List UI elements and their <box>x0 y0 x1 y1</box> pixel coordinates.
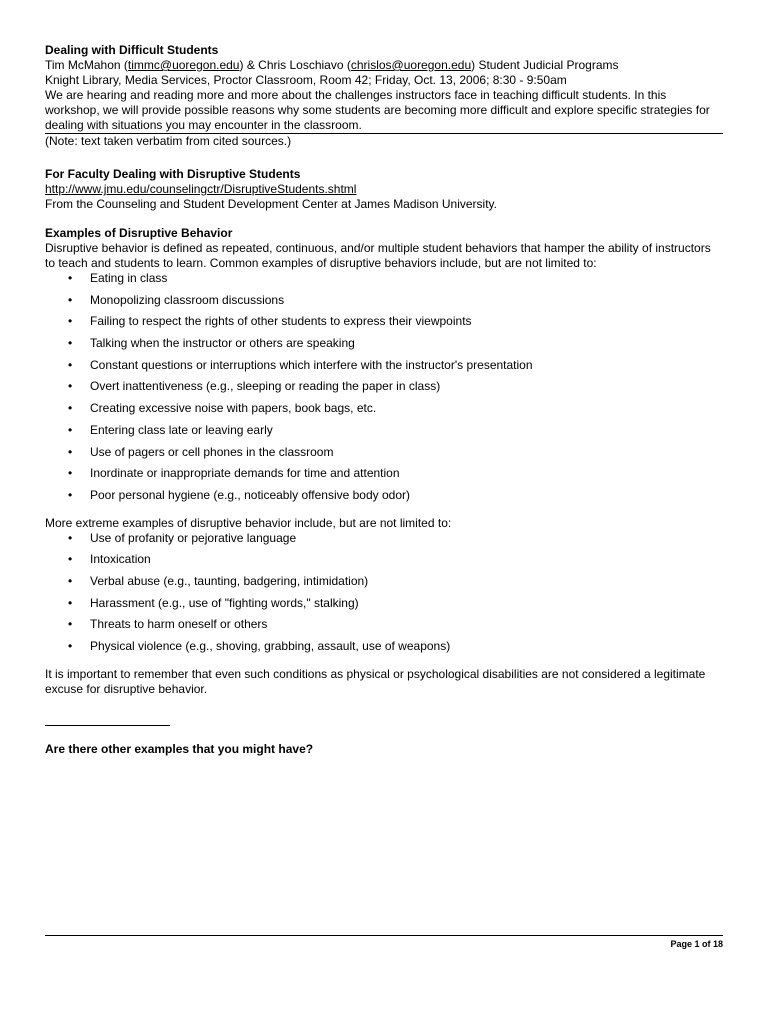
authors-line <box>45 58 723 73</box>
bullet-icon: • <box>68 573 73 588</box>
discussion-question: Are there other examples that you might have? <box>45 741 314 756</box>
list-item: • Harassment (e.g., use of "fighting words," stalking) <box>68 595 359 610</box>
note-line: (Note: text taken verbatim from cited sources.) <box>45 134 292 148</box>
common-examples-list <box>45 271 723 510</box>
bullet-icon: • <box>68 617 73 632</box>
bullet-icon: • <box>68 314 73 329</box>
bullet-icon: • <box>68 639 73 653</box>
source-line: From the Counseling and Student Development Center at James Madison University. <box>45 197 497 211</box>
bullet-icon: • <box>68 292 73 307</box>
bullet-icon: • <box>68 444 73 459</box>
email-link-chrislos[interactable]: chrislos@uoregon.edu <box>350 58 472 72</box>
location-line: Knight Library, Media Services, Proctor Classroom, Room 42; Friday, Oct. 13, 2006; 8:30 - 9:50am <box>45 73 567 87</box>
email-link-timmc[interactable]: timmc@uoregon.edu <box>127 58 240 72</box>
bullet-icon: • <box>68 379 73 394</box>
bullet-icon: • <box>68 271 73 285</box>
list-item: • Monopolizing classroom discussions <box>68 292 285 307</box>
extreme-examples-list <box>45 531 723 661</box>
closing-paragraph: It is important to remember that even such conditions as physical or psychological disabilities are not considered a legitimate excuse for disruptive behavior. <box>45 666 706 696</box>
list-item: • Intoxication <box>68 552 151 567</box>
intro-paragraph: We are hearing and reading more and more about the challenges instructors face in teaching difficult students. In this workshop, we will provide possible reasons why some students are becoming more difficult and explore specific strategies for dealing with situations you may encounter in the classroom. <box>45 88 710 132</box>
list-item: • Use of pagers or cell phones in the classroom <box>68 444 334 459</box>
author-separator: ) & Chris Loschiavo ( <box>239 58 351 72</box>
bullet-icon: • <box>68 336 73 351</box>
list-item: • Failing to respect the rights of other students to express their viewpoints <box>68 314 472 329</box>
bullet-icon: • <box>68 530 73 545</box>
list-item: • Creating excessive noise with papers, book bags, etc. <box>68 401 377 416</box>
list-item: • Eating in class <box>68 271 168 285</box>
section-divider <box>45 725 170 726</box>
list-item: • Threats to harm oneself or others <box>68 617 268 632</box>
list-item: • Overt inattentiveness (e.g., sleeping or reading the paper in class) <box>68 379 441 394</box>
list-item: • Inordinate or inappropriate demands for time and attention <box>68 466 400 481</box>
section-heading-faculty: For Faculty Dealing with Disruptive Students <box>45 167 301 181</box>
footer-divider <box>45 935 723 936</box>
bullet-icon: • <box>68 422 73 437</box>
bullet-icon: • <box>68 487 73 502</box>
section-heading-examples: Examples of Disruptive Behavior <box>45 226 233 240</box>
page-number: Page 1 of 18 <box>670 939 723 949</box>
extreme-intro: More extreme examples of disruptive behavior include, but are not limited to: <box>45 515 452 530</box>
list-item: • Physical violence (e.g., shoving, grabbing, assault, use of weapons) <box>68 639 451 653</box>
bullet-icon: • <box>68 401 73 416</box>
bullet-icon: • <box>68 595 73 610</box>
author-1: Tim McMahon ( <box>45 58 128 72</box>
list-item: • Use of profanity or pejorative language <box>68 530 297 545</box>
list-item: • Verbal abuse (e.g., taunting, badgering, intimidation) <box>68 573 369 588</box>
bullet-icon: • <box>68 357 73 372</box>
jmu-url-link[interactable]: http://www.jmu.edu/counselingctr/DisruptiveStudents.shtml <box>45 182 357 196</box>
authors-affiliation: ) Student Judicial Programs <box>471 58 619 72</box>
document-page <box>45 43 723 757</box>
document-title: Dealing with Difficult Students <box>45 43 219 57</box>
list-item: • Poor personal hygiene (e.g., noticeably offensive body odor) <box>68 487 410 502</box>
list-item: • Talking when the instructor or others are speaking <box>68 336 355 351</box>
bullet-icon: • <box>68 466 73 481</box>
list-item: • Constant questions or interruptions which interfere with the instructor's presentation <box>68 357 533 372</box>
bullet-icon: • <box>68 552 73 567</box>
definition-paragraph: Disruptive behavior is defined as repeated, continuous, and/or multiple student behaviors that hamper the ability of instructors to teach and students to learn. Common examples of disruptive behaviors include, but are not limited to: <box>45 241 711 270</box>
list-item: • Entering class late or leaving early <box>68 422 273 437</box>
